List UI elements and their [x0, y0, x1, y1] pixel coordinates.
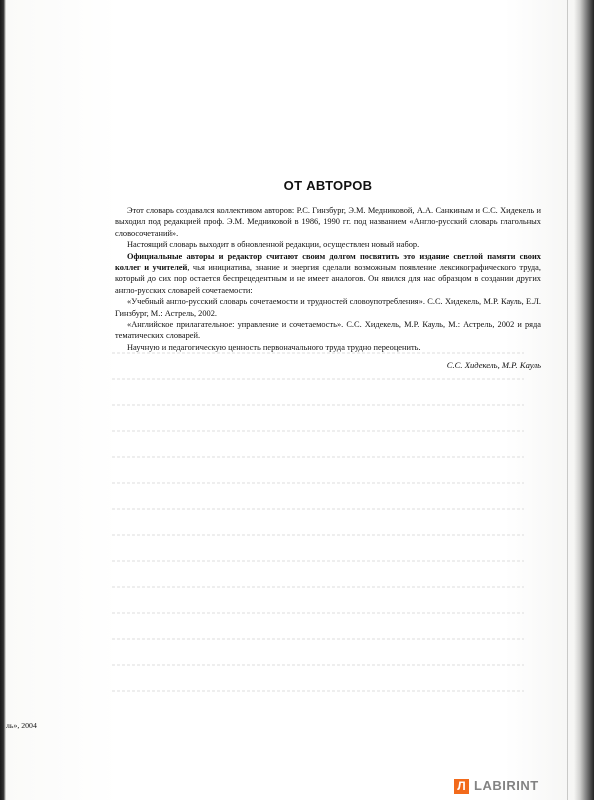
bleed-through-line	[112, 664, 524, 666]
paragraph-reference-1: «Учебный англо-русский словарь сочетаемости и трудностей словоупотребления». С.С. Хидекель, М.Р. Кауль, Е.Л. Гинзбург, М.: Астрель, 2002.	[115, 297, 541, 318]
left-page-edge	[0, 0, 6, 800]
bleed-through-line	[112, 430, 524, 432]
binding-line	[567, 0, 568, 800]
authors-signature: С.С. Хидекель, М.Р. Кауль	[446, 360, 541, 371]
facing-page-footer-fragment: ль», 2004	[6, 721, 37, 730]
paragraph-new-edition: Настоящий словарь выходит в обновленной редакции, осуществлен новый набор.	[127, 240, 420, 250]
bleed-through-line	[112, 638, 524, 640]
dedication-bold-text: Официальные авторы и редактор считают своим долгом посвятить это издание светлой памяти своих коллег и учителей	[115, 251, 541, 273]
bleed-through-line	[112, 508, 524, 510]
labirint-logo-icon: Л	[454, 779, 469, 794]
section-heading: ОТ АВТОРОВ	[283, 178, 373, 193]
paragraph-authors: Этот словарь создавался коллективом авторов: Р.С. Гинзбург, Э.М. Медниковой, А.А. Санкиным и С.С. Хидекель и выходил под редакцией проф. Э.М. Медниковой в 1986, 1990 гг. под названием «Англо-русский словарь глагольных словосочетаний».	[115, 206, 541, 238]
dedication-text: , чья инициатива, знание и энергия сделали возможным появление лексикографического труда, который до сих пор остается беспрецедентным и не имеет аналогов. Он явился для нас образцом в создании других англо-русских словарей сочетаемости:	[115, 263, 541, 295]
right-binding-edge	[574, 0, 594, 800]
paragraph-closing: Научную и педагогическую ценность первоначального труда трудно переоценить.	[127, 342, 421, 352]
paragraph-dedication	[115, 251, 541, 297]
bleed-through-line	[112, 612, 524, 614]
bleed-through-line	[112, 404, 524, 406]
labirint-watermark	[454, 778, 566, 798]
bleed-through-line	[112, 690, 524, 692]
bleed-through-line	[112, 378, 524, 380]
preface-section	[115, 178, 541, 370]
bleed-through-line	[112, 560, 524, 562]
bleed-through-line	[112, 586, 524, 588]
bleed-through-line	[112, 534, 524, 536]
bleed-through-line	[112, 456, 524, 458]
bleed-through-line	[112, 482, 524, 484]
paragraph-reference-2: «Английское прилагательное: управление и сочетаемость». С.С. Хидекель, М.Р. Кауль, М.: Астрель, 2002 и ряда тематических словарей.	[115, 320, 541, 341]
watermark-text: LABIRINT	[474, 778, 539, 793]
